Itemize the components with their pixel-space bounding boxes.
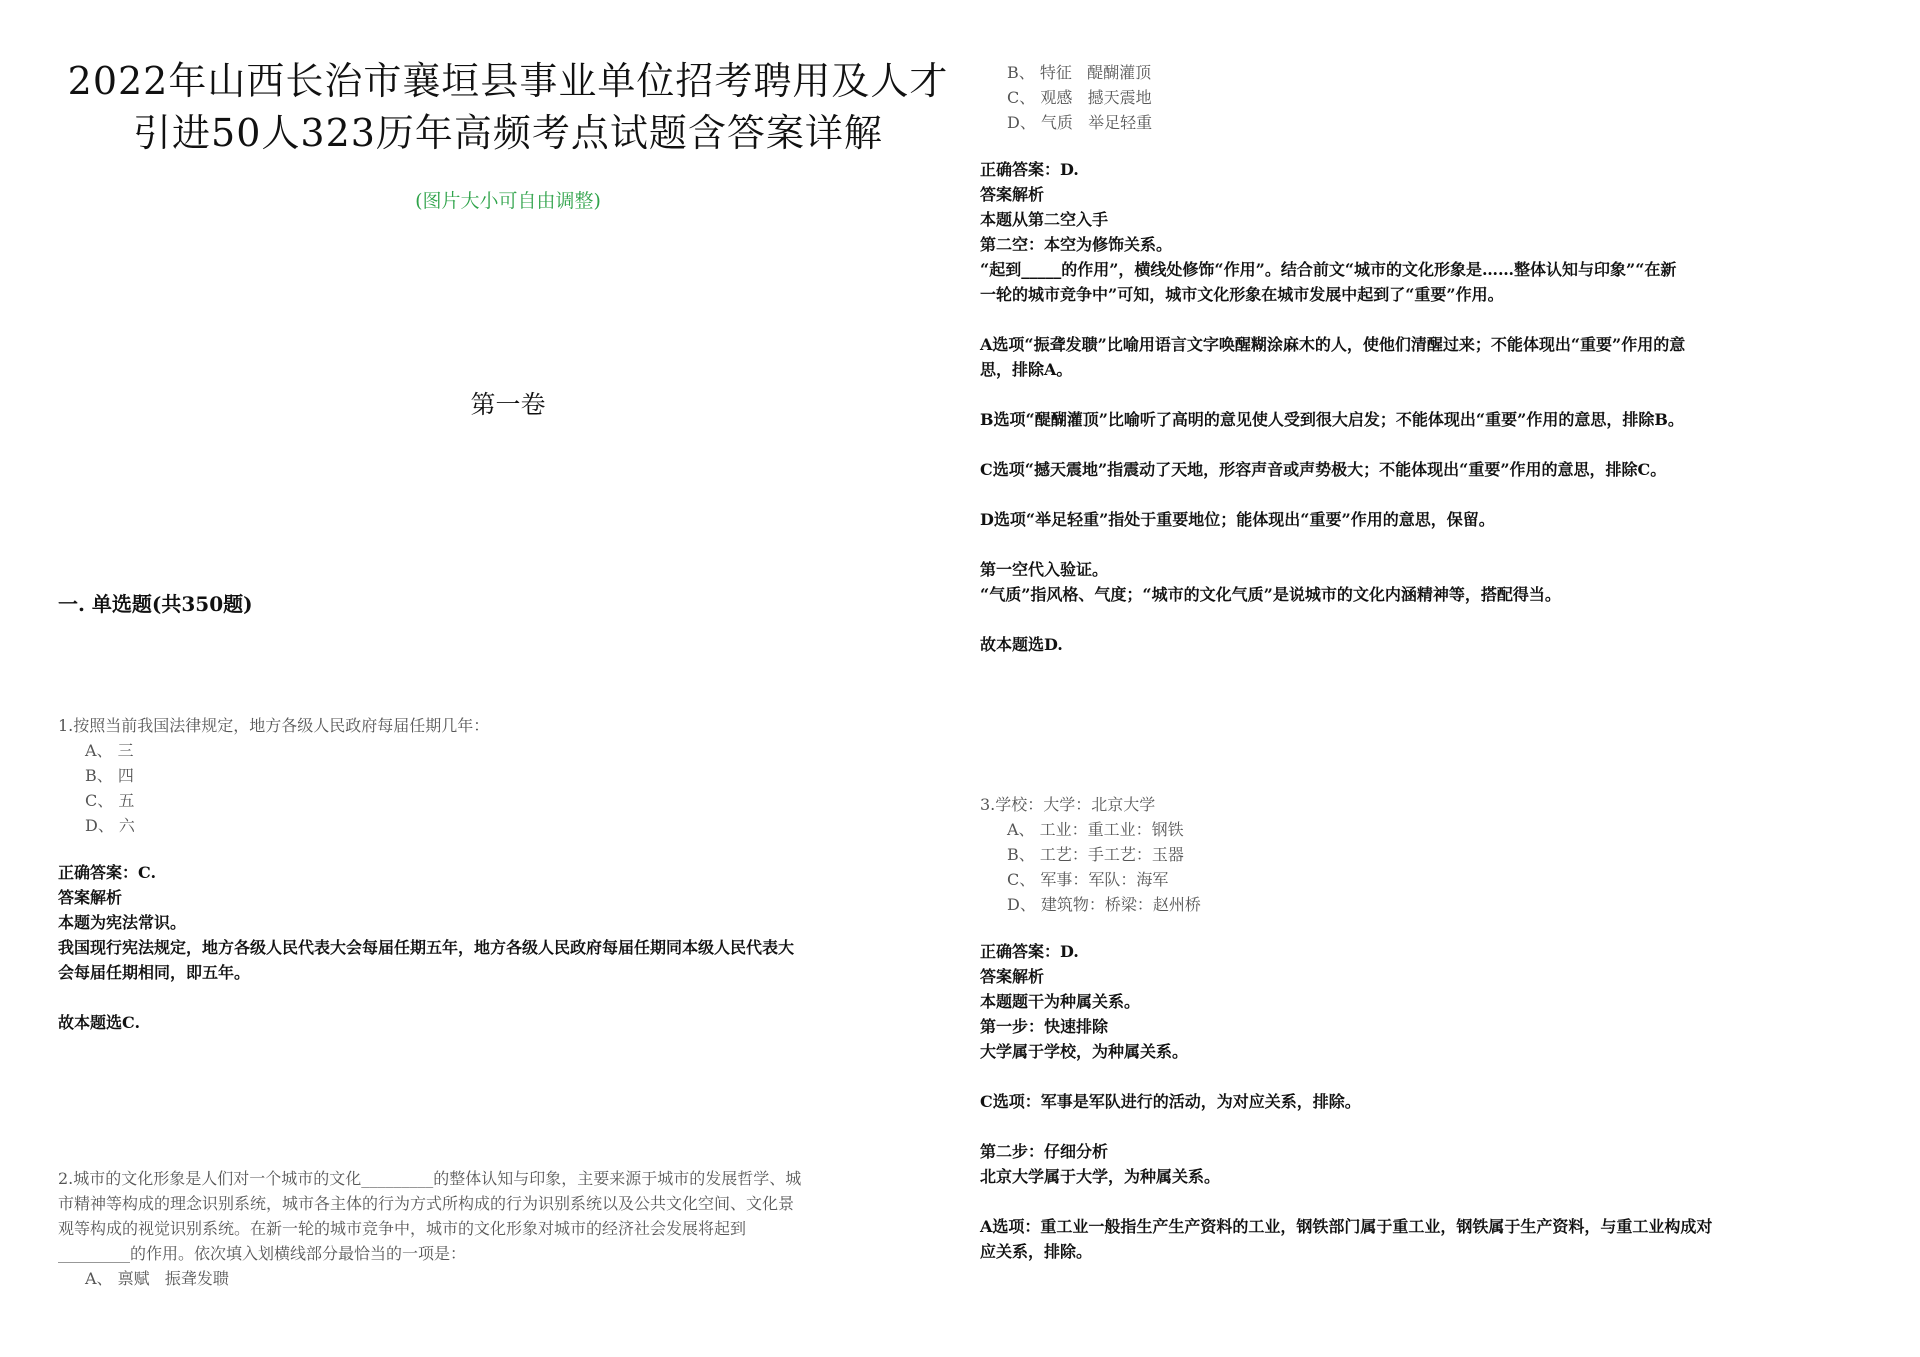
option-d: D、 气质 举足轻重 <box>1007 113 1153 132</box>
question-stem-line: 观等构成的视觉识别系统。在新一轮的城市竞争中，城市的文化形象对城市的经济社会发展将起到 <box>58 1219 747 1238</box>
analysis-line: 第一空代入验证。 <box>980 560 1109 579</box>
analysis-label: 答案解析 <box>58 888 123 907</box>
question-stem: 1.按照当前我国法律规定，地方各级人民政府每届任期几年： <box>58 716 490 735</box>
answer-block <box>980 939 1870 1264</box>
option-c: C、 五 <box>85 791 135 810</box>
option-c: C、 军事：军队：海军 <box>1007 870 1169 889</box>
option-d: D、 六 <box>85 816 135 835</box>
option-b: B、 特征 醍醐灌顶 <box>1007 63 1152 82</box>
option-a: A、 三 <box>85 741 134 760</box>
analysis-line: D选项“举足轻重”指处于重要地位；能体现出“重要”作用的意思，保留。 <box>980 510 1495 529</box>
correct-answer: 正确答案：C. <box>58 863 157 882</box>
analysis-line: 本题从第二空入手 <box>980 210 1109 229</box>
analysis-line: 会每届任期相同，即五年。 <box>58 963 251 982</box>
analysis-line: 北京大学属于大学，为种属关系。 <box>980 1167 1221 1186</box>
document-title <box>58 55 958 159</box>
answer-block <box>980 157 1870 657</box>
analysis-label: 答案解析 <box>980 967 1045 986</box>
correct-answer: 正确答案：D. <box>980 160 1079 179</box>
analysis-line: 第二空：本空为修饰关系。 <box>980 235 1173 254</box>
analysis-line: “气质”指风格、气度；“城市的文化气质”是说城市的文化内涵精神等，搭配得当。 <box>980 585 1561 604</box>
correct-answer: 正确答案：D. <box>980 942 1079 961</box>
question-3 <box>980 792 1870 1264</box>
analysis-line: 本题为宪法常识。 <box>58 913 187 932</box>
option-c: C、 观感 撼天震地 <box>1007 88 1152 107</box>
option-list <box>980 60 1870 135</box>
question-1 <box>58 713 958 1035</box>
analysis-line: B选项“醍醐灌顶”比喻听了高明的意见使人受到很大启发；不能体现出“重要”作用的意思，排除B。 <box>980 410 1684 429</box>
image-size-hint: (图片大小可自由调整) <box>415 190 601 212</box>
analysis-line: 第二步：仔细分析 <box>980 1142 1109 1161</box>
analysis-line: “起到_____的作用”，横线处修饰“作用”。结合前文“城市的文化形象是……整体认知与印象”“在新 <box>980 260 1677 279</box>
option-list <box>58 738 958 838</box>
option-list <box>58 1266 958 1291</box>
analysis-line: 我国现行宪法规定，地方各级人民代表大会每届任期五年，地方各级人民政府每届任期同本级人民代表大 <box>58 938 795 957</box>
question-stem-line: 市精神等构成的理念识别系统，城市各主体的行为方式所构成的行为识别系统以及公共文化空间、文化景 <box>58 1194 795 1213</box>
question-2 <box>58 1166 958 1291</box>
section-heading: 一. 单选题(共350题) <box>58 592 253 616</box>
analysis-line: C选项：军事是军队进行的活动，为对应关系，排除。 <box>980 1092 1361 1111</box>
option-d: D、 建筑物：桥梁：赵州桥 <box>1007 895 1201 914</box>
question-stem: 3.学校：大学：北京大学 <box>980 795 1156 814</box>
option-a: A、 工业：重工业：钢铁 <box>1007 820 1184 839</box>
option-b: B、 四 <box>85 766 134 785</box>
analysis-line: 思，排除A。 <box>980 360 1073 379</box>
answer-block <box>58 860 958 1035</box>
analysis-line: 一轮的城市竞争中”可知，城市文化形象在城市发展中起到了“重要”作用。 <box>980 285 1504 304</box>
option-list <box>980 817 1870 917</box>
analysis-line: 第一步：快速排除 <box>980 1017 1109 1036</box>
analysis-line: C选项“撼天震地”指震动了天地，形容声音或声势极大；不能体现出“重要”作用的意思，排除C。 <box>980 460 1667 479</box>
option-b: B、 工艺：手工艺：玉器 <box>1007 845 1184 864</box>
analysis-line: 大学属于学校，为种属关系。 <box>980 1042 1189 1061</box>
analysis-line: A选项“振聋发聩”比喻用语言文字唤醒糊涂麻木的人，使他们清醒过来；不能体现出“重要”作用的意 <box>980 335 1686 354</box>
answer-conclusion: 故本题选D. <box>980 635 1063 654</box>
question-stem-line: _________的作用。依次填入划横线部分最恰当的一项是： <box>58 1244 467 1263</box>
title-line-1: 2022年山西长治市襄垣县事业单位招考聘用及人才 <box>67 59 949 103</box>
question-stem-line: 2.城市的文化形象是人们对一个城市的文化_________的整体认知与印象，主要来源于城市的发展哲学、城 <box>58 1169 802 1188</box>
volume-heading: 第一卷 <box>470 390 546 419</box>
analysis-line: A选项：重工业一般指生产生产资料的工业，钢铁部门属于重工业，钢铁属于生产资料，与重工业构成对 <box>980 1217 1713 1236</box>
analysis-line: 应关系，排除。 <box>980 1242 1093 1261</box>
title-line-2: 引进50人323历年高频考点试题含答案详解 <box>133 111 883 155</box>
answer-conclusion: 故本题选C. <box>58 1013 141 1032</box>
option-a: A、 禀赋 振聋发聩 <box>85 1269 229 1288</box>
analysis-line: 本题题干为种属关系。 <box>980 992 1141 1011</box>
question-2-continued <box>980 60 1870 657</box>
analysis-label: 答案解析 <box>980 185 1045 204</box>
